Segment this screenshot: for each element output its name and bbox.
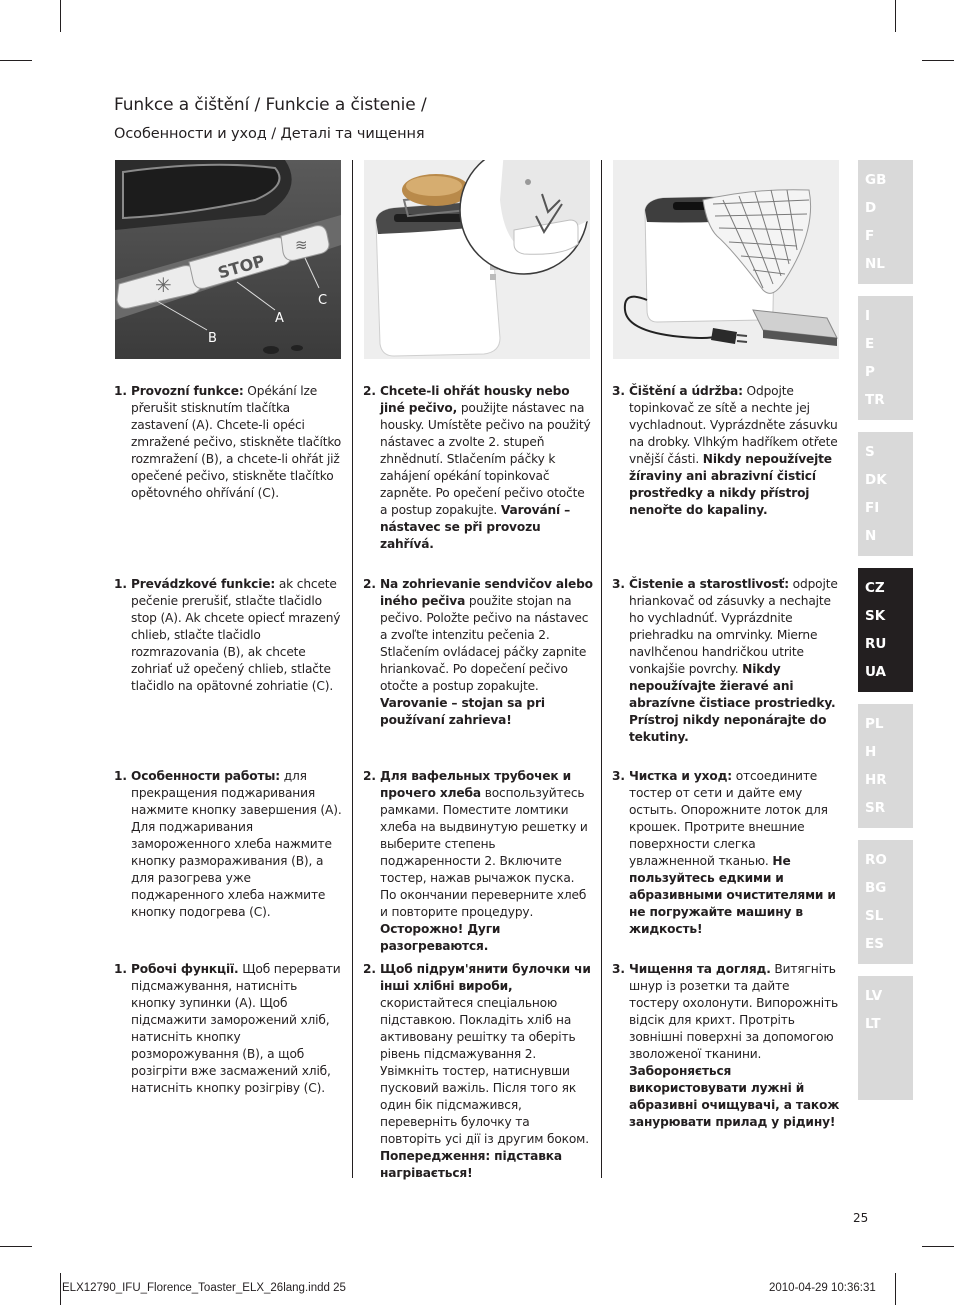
step-number: 1. xyxy=(114,769,127,783)
step-text: отсоедините тостер от сети и дайте ему остыть. Опорожните лоток для крошек. Протрите внешние поверхности слегка увлажненной тканью. xyxy=(629,769,828,868)
ru-step-1 xyxy=(114,768,344,921)
lang-tab[interactable]: NL xyxy=(865,256,885,272)
step-number: 1. xyxy=(114,577,127,591)
step-heading: Чищення та догляд. xyxy=(629,962,771,976)
sk-step-3 xyxy=(612,576,842,746)
ua-step-2 xyxy=(363,961,593,1182)
heat-waves-icon: ≋ xyxy=(295,236,308,254)
stop-label: STOP xyxy=(215,251,267,283)
lang-tab[interactable]: BG xyxy=(865,880,887,896)
cleaning-illustration xyxy=(613,160,839,359)
lang-tab[interactable]: SR xyxy=(865,800,886,816)
lang-tab[interactable]: F xyxy=(865,228,875,244)
page-subtitle: Особенности и уход / Деталі та чищення xyxy=(114,126,425,142)
sk-step-1 xyxy=(114,576,344,695)
ru-step-3 xyxy=(612,768,842,938)
label-a: A xyxy=(275,311,284,326)
lang-tab[interactable]: ES xyxy=(865,936,884,952)
lang-tab[interactable]: H xyxy=(865,744,877,760)
lang-group-7 xyxy=(858,976,913,1100)
lang-group-active xyxy=(858,568,913,692)
lang-tab[interactable]: N xyxy=(865,528,877,544)
step-heading: Na zohrievanie sendvičov alebo iného pečiva xyxy=(380,577,593,608)
step-text: použite stojan na pečivo. Položte pečivo na nástavec a zvoľte intenzitu pečenia 2. Stlačením ovládacej páčky zapnite hriankovač. Po dopečení pečivo otočte a postup zopakujte. xyxy=(380,594,589,693)
crop-mark xyxy=(922,60,954,61)
ua-step-3 xyxy=(612,961,842,1131)
lang-tab[interactable]: E xyxy=(865,336,875,352)
lang-tab[interactable]: LT xyxy=(865,1016,881,1032)
step-number: 2. xyxy=(363,577,376,591)
step-heading: Čištění a údržba: xyxy=(629,384,743,398)
sk-step-2 xyxy=(363,576,593,729)
step-text: скористайтеся спеціальною підставкою. Покладіть хліб на активовану решітку та оберіть рівень підсмажування 2. Увімкніть тостер, натиснувши пусковий важіль. Після того як один бік підсмажився, переверніть булочку та повторіть усі дії із другим боком. xyxy=(380,996,589,1146)
step-warning: Varovanie – stojan sa pri používaní zahrieva! xyxy=(380,696,545,727)
lang-tab[interactable]: TR xyxy=(865,392,885,408)
step-number: 1. xyxy=(114,384,127,398)
step-warning: Попередження: підставка нагрівається! xyxy=(380,1149,562,1180)
lang-tab[interactable]: RO xyxy=(865,852,887,868)
step-heading: Чистка и уход: xyxy=(629,769,732,783)
lang-tab[interactable]: I xyxy=(865,308,871,324)
step-warning: Забороняється використовувати лужні й абразивні очищувачі, а також занурювати прилад у рідину! xyxy=(629,1064,840,1129)
lang-tab[interactable]: S xyxy=(865,444,875,460)
step-number: 3. xyxy=(612,384,625,398)
lang-tab[interactable]: LV xyxy=(865,988,883,1004)
crop-mark xyxy=(895,0,896,32)
step-text: ak chcete pečenie prerušiť, stlačte tlačidlo stop (A). Ak chcete opiecť mrazený chlieb, stlačte tlačidlo rozmrazovania (B), ak chcete zohriať už opečený chlieb, stlačte tlačidlo na opätovné zohriatie (C). xyxy=(131,577,341,693)
cz-step-3 xyxy=(612,383,842,519)
lang-group-6 xyxy=(858,840,913,964)
ru-step-2 xyxy=(363,768,593,955)
step-warning: Nikdy nepoužívejte žíraviny ani abrazivní čisticí prostředky a nikdy přístroj nenořte do kapaliny. xyxy=(629,452,832,517)
step-text: Щоб перервати підсмажування, натисніть кнопку зупинки (A). Щоб підсмажити заморожений хліб, натисніть кнопку розморожування (B), а щоб розігріти вже засмажений хліб, натисніть кнопку розігріву (C). xyxy=(131,962,341,1095)
step-number: 3. xyxy=(612,769,625,783)
step-text: Odpojte topinkovač ze sítě a nechte jej vychladnout. Vyprázdněte zásuvku na drobky. Vlhkým hadříkem otřete vnější části. xyxy=(629,384,838,466)
step-heading: Особенности работы: xyxy=(131,769,280,783)
crop-mark xyxy=(922,1246,954,1247)
step-warning: Varování – nástavec se při provozu zahřívá. xyxy=(380,503,571,551)
step-heading: Щоб підрум'янити булочки чи інші хлібні вироби, xyxy=(380,962,591,993)
crop-mark xyxy=(0,1246,32,1247)
lang-tab-sk[interactable]: SK xyxy=(865,608,886,624)
step-text: Opékání lze přerušit stisknutím tlačítka zastavení (A). Chcete-li opéci zmražené pečivo, stiskněte tlačítko rozmražení (B), a chcete-li ohřát již opečené pečivo, stiskněte tlačítko opětovného ohřívání (C). xyxy=(131,384,342,500)
ua-step-1 xyxy=(114,961,344,1097)
step-number: 2. xyxy=(363,962,376,976)
lang-tab[interactable]: HR xyxy=(865,772,887,788)
lang-tab[interactable]: FI xyxy=(865,500,880,516)
step-warning: Осторожно! Дуги разогреваются. xyxy=(380,922,501,953)
crop-mark xyxy=(60,1273,61,1305)
step-heading: Provozní funkce: xyxy=(131,384,244,398)
lang-group-5 xyxy=(858,704,913,828)
step-text: odpojte hriankovač od zásuvky a nechajte ho vychladnúť. Vyprázdnite priehradku na omrvinky. Mierne navlhčenou handričkou utrite vonkajšie povrchy. xyxy=(629,577,838,676)
step-text: воспользуйтесь рамками. Поместите ломтики хлеба на выдвинутую решетку и выберите степень поджаренности 2. Включите тостер, нажав рычажок пуска. По окончании переверните хлеб и повторите процедуру. xyxy=(380,786,588,919)
step-heading: Chcete-li ohřát housky nebo jiné pečivo, xyxy=(380,384,570,415)
step-warning: Не пользуйтесь едкими и абразивными очистителями и не погружайте машину в жидкость! xyxy=(629,854,836,936)
lang-tab-ua[interactable]: UA xyxy=(865,664,886,680)
label-c: C xyxy=(318,293,328,308)
cz-step-2 xyxy=(363,383,593,553)
lang-tab[interactable]: D xyxy=(865,200,877,216)
page-title: Funkce a čištění / Funkcie a čistenie / xyxy=(114,95,427,115)
lang-tab-cz[interactable]: CZ xyxy=(865,580,885,596)
lang-group-1 xyxy=(858,160,913,284)
control-buttons-illustration xyxy=(115,160,341,359)
page-number: 25 xyxy=(853,1211,869,1225)
snowflake-icon: ✳ xyxy=(155,273,172,297)
lang-tab[interactable]: P xyxy=(865,364,875,380)
step-number: 1. xyxy=(114,962,127,976)
step-text: použijte nástavec na housky. Umístěte pečivo na použitý nástavec a zvolte 2. stupeň zhnědnutí. Stlačením páčky k zahájení opékání topinkovač zapněte. Po opečení pečivo otočte a postup zopakujte. xyxy=(380,401,591,517)
step-heading: Робочі функції. xyxy=(131,962,239,976)
step-number: 2. xyxy=(363,384,376,398)
bun-warmer-illustration xyxy=(364,160,590,359)
step-warning: Nikdy nepoužívajte žieravé ani abrazívne čistiace prostriedky. Prístroj nikdy neponárajte do tekutiny. xyxy=(629,662,836,744)
lang-tab[interactable]: SL xyxy=(865,908,884,924)
step-heading: Для вафельных трубочек и прочего хлеба xyxy=(380,769,572,800)
step-number: 3. xyxy=(612,577,625,591)
crop-mark xyxy=(60,0,61,32)
label-b: B xyxy=(208,331,217,346)
lang-tab[interactable]: GB xyxy=(865,172,887,188)
step-number: 3. xyxy=(612,962,625,976)
cz-step-1 xyxy=(114,383,344,502)
step-heading: Čistenie a starostlivosť: xyxy=(629,577,789,591)
column-divider xyxy=(352,160,353,1178)
step-text: для прекращения поджаривания нажмите кнопку завершения (A). Для поджаривания замороженного хлеба нажмите кнопку размораживания (B), а для разогрева уже поджаренного хлеба нажмите кнопку подогрева (C). xyxy=(131,769,342,919)
crop-mark xyxy=(0,60,32,61)
footer-timestamp: 2010-04-29 10:36:31 xyxy=(769,1282,876,1294)
lang-tab-ru[interactable]: RU xyxy=(865,636,887,652)
lang-group-3 xyxy=(858,432,913,556)
footer-filename: ELX12790_IFU_Florence_Toaster_ELX_26lang.indd 25 xyxy=(62,1282,346,1294)
crop-mark xyxy=(895,1273,896,1305)
lang-tab[interactable]: DK xyxy=(865,472,887,488)
step-heading: Prevádzkové funkcie: xyxy=(131,577,276,591)
lang-tab[interactable]: PL xyxy=(865,716,884,732)
column-divider xyxy=(601,160,602,1178)
lang-group-2 xyxy=(858,296,913,420)
step-number: 2. xyxy=(363,769,376,783)
step-text: Витягніть шнур із розетки та дайте тостеру охолонути. Випорожніть відсік для крихт. Протріть зовнішні поверхні за допомогою зволоженої тканини. xyxy=(629,962,839,1061)
